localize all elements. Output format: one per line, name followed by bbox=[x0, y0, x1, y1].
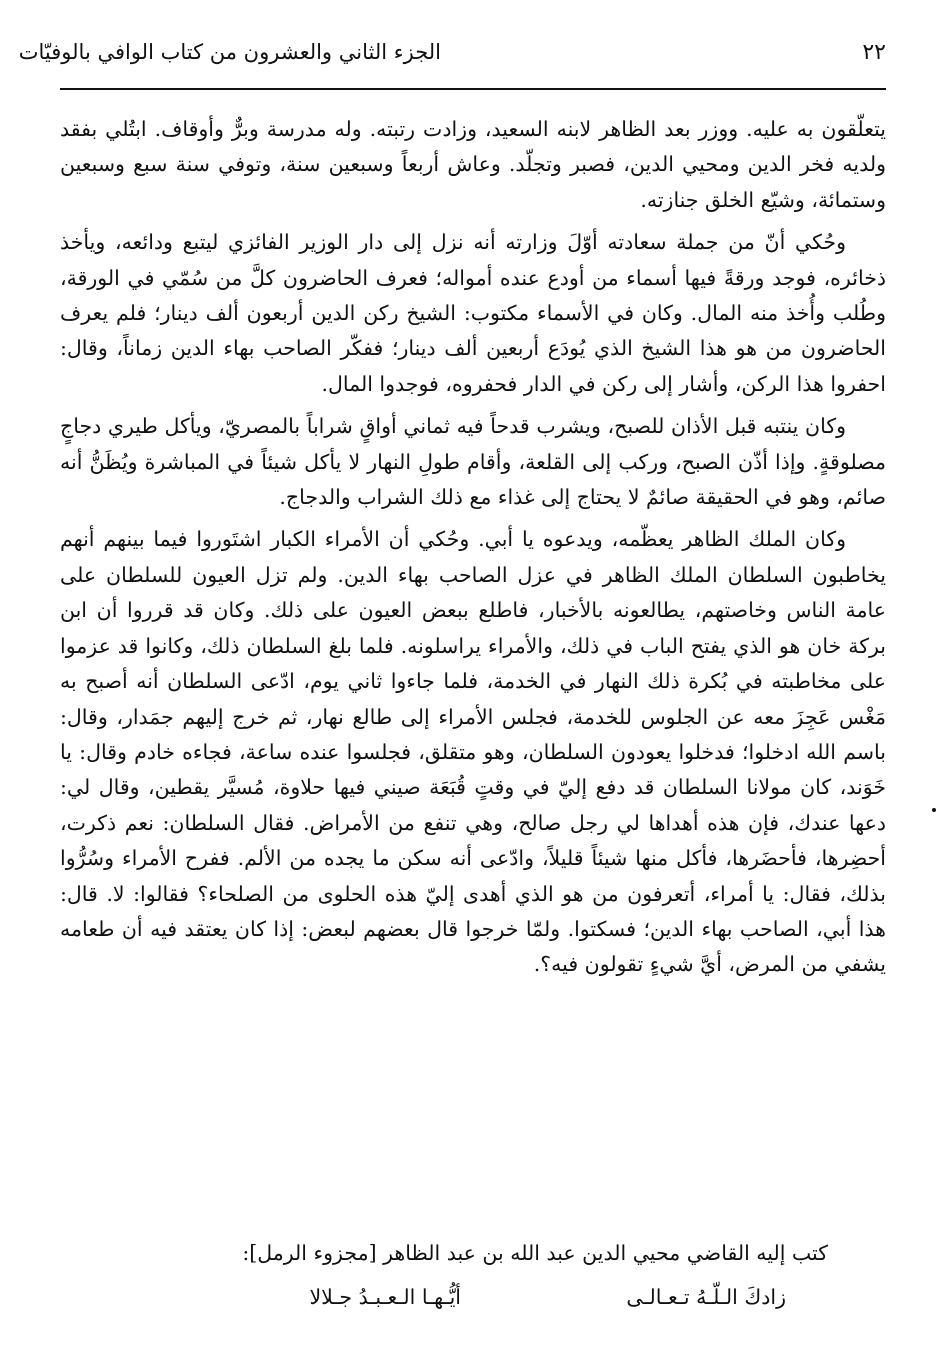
running-header bbox=[18, 38, 886, 78]
paragraph-1: يتعلّقون به عليه. ووزر بعد الظاهر لابنه السعيد، وزادت رتبته. وله مدرسة وبرٌّ وأوقاف. ابتُلي بفقد ولديه فخر الدين ومحيي الدين، فصبر وتجلّد. وعاش أربعاً وسبعين سنة، وتوفي سنة سبع وسبعين وستمائة، وشيّع الخلق جنازته. bbox=[60, 117, 886, 212]
paragraph-4: وكان الملك الظاهر يعظّمه، ويدعوه يا أبي. وحُكي أن الأمراء الكبار اشتَوروا فيما بينهم أنهم يخاطبون السلطان الملك الظاهر في عزل الصاحب بهاء الدين. ولم تزل العيون للسلطان على عامة الناس وخاصتهم، يطالعونه بالأخبار، فاطلع ببعض العيون على ذلك. وكان قد قرروا أن ابن بركة خان هو الذي يفتح الباب في ذلك، والأمراء يراسلونه. فلما بلغ السلطان ذلك، وكانوا قد عزموا على مخاطبته في بُكرة ذلك النهار في الخدمة، فلما جاءوا ثاني يوم، ادّعى السلطان أنه أصبح به مَغْس عَجِزَ معه عن الجلوس للخدمة، فجلس الأمراء إلى طالع نهار، ثم خرج إليهم جمَدار، وقال: باسم الله ادخلوا؛ فدخلوا يعودون السلطان، وهو متقلق، فجلسوا عنده ساعة، فجاءه خادم وقال: يا خَوَند، كان مولانا السلطان قد دفع إليّ في وقتٍ قُبَعَة صيني فيها حلاوة، مُسيَّر يقطين، وقال لي: دعها عندك، فإن هذه أهداها لي رجل صالح، وهي تنفع من الأمراض. فقال السلطان: نعم ذكرت، أحضِرها، فأحضَرها، فأكل منها شيئاً قليلاً، وادّعى أنه سكن ما يجده من الألم. ففرح الأمراء وسُرُّوا بذلك، فقال: يا أمراء، أتعرفون من هو الذي أهدى إليّ هذه الحلوى من الصلحاء؟ فقالوا: لا. قال: هذا أبي، الصاحب بهاء الدين؛ فسكتوا. ولمّا خرجوا قال بعضهم لبعض: إذا كان يعتقد فيه أن طعامه يشفي من المرض، أيَّ شيءٍ تقولون فيه؟. bbox=[60, 527, 886, 977]
page-number: ٢٢ bbox=[862, 40, 886, 65]
paragraph-2: وحُكي أنّ من جملة سعادته أوّلَ وزارته أنه نزل إلى دار الوزير الفائزي ليتبع ودائعه، ويأخذ ذخائره، فوجد ورقةً فيها أسماء من أودع عنده أمواله؛ فعرف الحاضرون كلَّ من سُمّي في الورقة، وطُلب وأُخذ منه المال. وكان في الأسماء مكتوب: الشيخ ركن الدين أربعون ألف دينار؛ فلم يعرف الحاضرون من هو هذا الشيخ الذي يُودَع أربعين ألف دينار؛ ففكّر الصاحب بهاء الدين زماناً، وقال: احفروا هذا الركن، وأشار إلى ركن في الدار فحفروه، فوجدوا المال. bbox=[60, 230, 886, 396]
main-text bbox=[60, 112, 886, 990]
paragraph-3: وكان ينتبه قبل الأذان للصبح، ويشرب قدحاً فيه ثماني أواقٍ شراباً بالمصريّ، ويأكل طيري دجاجٍ مصلوقةٍ. وإذا أذّن الصبح، وركب إلى القلعة، وأقام طولِ النهار لا يأكل شيئاً في المباشرة ويُظَنُّ أنه صائم، وهو في الحقيقة صائمٌ لا يحتاج إلى غذاء مع ذلك الشراب والدجاج. bbox=[60, 414, 886, 510]
margin-mark bbox=[932, 808, 936, 812]
header-divider bbox=[60, 88, 886, 90]
poem-intro: كتب إليه القاضي محيي الدين عبد الله بن عبد الظاهر [مجزوء الرمل]: bbox=[242, 1241, 828, 1265]
poem-verse bbox=[60, 1280, 886, 1316]
header-title: الجزء الثاني والعشرون من كتاب الوافي بالوفيّات bbox=[18, 40, 441, 64]
poem-hemistich-second: أيُّـهـا الـعـبـدُ جـلالا bbox=[309, 1285, 461, 1309]
poem-hemistich-first: زادكَ الـلّـهُ تـعـالـى bbox=[626, 1285, 786, 1309]
